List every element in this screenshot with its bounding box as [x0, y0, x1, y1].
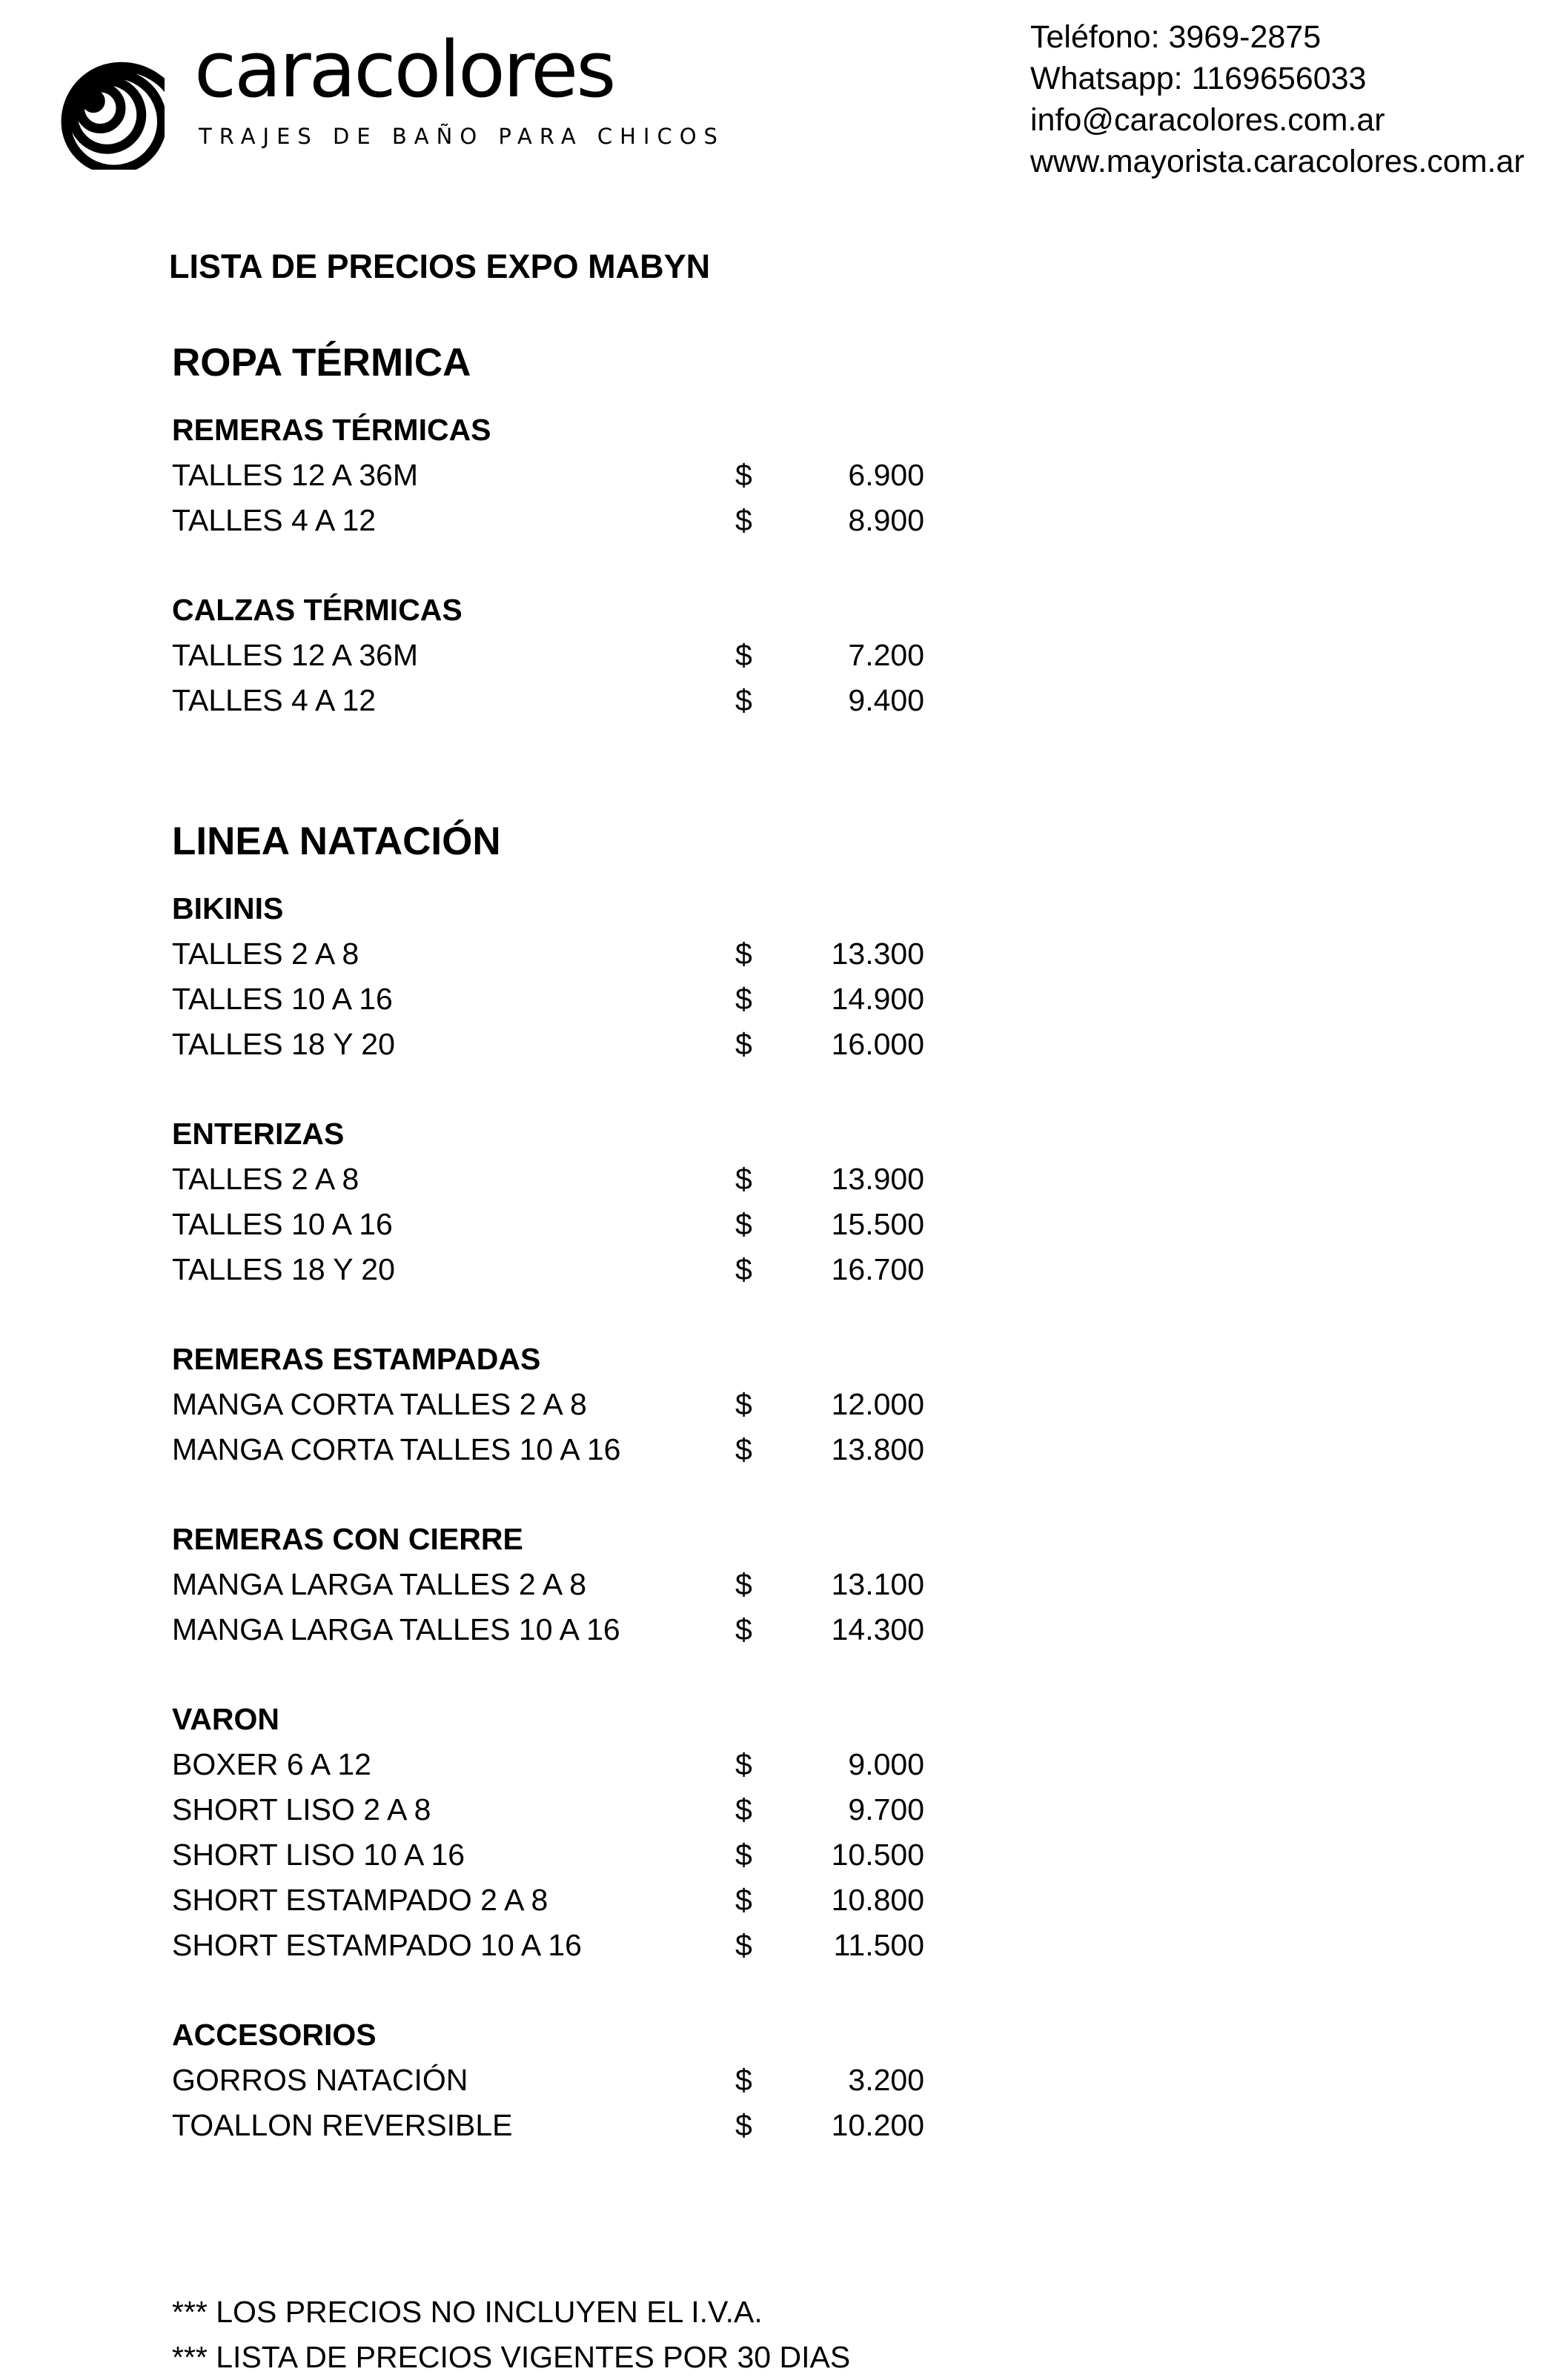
item-price: 8.900: [848, 503, 924, 537]
section-heading: ROPA TÉRMICA: [172, 341, 471, 385]
brand-tagline: TRAJES DE BAÑO PARA CHICOS: [199, 124, 725, 149]
item-price: 13.100: [831, 1567, 924, 1601]
price-row: [172, 1878, 935, 1923]
item-price: 14.900: [831, 982, 924, 1016]
item-price: 10.200: [831, 2108, 924, 2142]
currency-symbol: $: [735, 683, 752, 717]
price-row: [172, 931, 935, 977]
currency-symbol: $: [735, 458, 752, 492]
currency-symbol: $: [735, 1747, 752, 1781]
currency-symbol: $: [735, 2063, 752, 2097]
price-row: [172, 1157, 935, 1202]
price-row: [172, 977, 935, 1022]
price-row: [172, 1787, 935, 1832]
group-title: ACCESORIOS: [172, 2018, 377, 2052]
price-row: [172, 1832, 935, 1878]
currency-symbol: $: [735, 1252, 752, 1286]
brand-name: caracolores: [194, 24, 614, 115]
item-label: TALLES 12 A 36M: [172, 458, 419, 492]
item-label: TALLES 18 Y 20: [172, 1027, 395, 1061]
group-title: REMERAS ESTAMPADAS: [172, 1342, 541, 1376]
currency-symbol: $: [735, 982, 752, 1016]
currency-symbol: $: [735, 937, 752, 971]
price-row: [172, 453, 935, 498]
currency-symbol: $: [735, 2108, 752, 2142]
item-price: 9.000: [848, 1747, 924, 1781]
contact-email[interactable]: info@caracolores.com.ar: [1030, 102, 1385, 138]
item-price: 9.400: [848, 683, 924, 717]
section-heading: LINEA NATACIÓN: [172, 820, 501, 863]
item-price: 10.500: [831, 1838, 924, 1872]
group-title: REMERAS TÉRMICAS: [172, 413, 491, 447]
contact-whatsapp: Whatsapp: 1169656033: [1030, 61, 1367, 96]
note-validity: *** LISTA DE PRECIOS VIGENTES POR 30 DIAS: [172, 2340, 851, 2374]
price-row: [172, 2103, 935, 2148]
item-label: MANGA CORTA TALLES 2 A 8: [172, 1387, 587, 1421]
item-price: 9.700: [848, 1792, 924, 1826]
item-label: TALLES 18 Y 20: [172, 1252, 395, 1286]
price-row: [172, 1562, 935, 1607]
contact-phone: Teléfono: 3969-2875: [1030, 19, 1322, 55]
item-label: GORROS NATACIÓN: [172, 2063, 468, 2097]
item-price: 13.300: [831, 937, 924, 971]
currency-symbol: $: [735, 1612, 752, 1646]
price-row: [172, 1202, 935, 1247]
item-price: 13.900: [831, 1162, 924, 1196]
note-iva: *** LOS PRECIOS NO INCLUYEN EL I.V.A.: [172, 2295, 763, 2329]
group-title: BIKINIS: [172, 891, 284, 925]
item-label: SHORT ESTAMPADO 2 A 8: [172, 1883, 548, 1917]
price-row: [172, 1607, 935, 1652]
item-label: SHORT LISO 10 A 16: [172, 1838, 465, 1872]
price-list: [172, 319, 935, 2148]
item-label: MANGA LARGA TALLES 10 A 16: [172, 1612, 620, 1646]
item-label: TALLES 10 A 16: [172, 982, 393, 1016]
currency-symbol: $: [735, 1792, 752, 1826]
currency-symbol: $: [735, 1387, 752, 1421]
price-row: [172, 1923, 935, 1968]
price-row: [172, 1427, 935, 1472]
price-row: [172, 678, 935, 723]
currency-symbol: $: [735, 1883, 752, 1917]
item-price: 16.000: [831, 1027, 924, 1061]
currency-symbol: $: [735, 638, 752, 672]
currency-symbol: $: [735, 1162, 752, 1196]
item-label: TALLES 10 A 16: [172, 1207, 393, 1241]
contact-info: [1030, 16, 1525, 182]
item-price: 11.500: [833, 1928, 924, 1962]
group-title: ENTERIZAS: [172, 1117, 345, 1151]
notes: [172, 2290, 850, 2380]
currency-symbol: $: [735, 1432, 752, 1466]
item-label: TALLES 12 A 36M: [172, 638, 419, 672]
item-label: SHORT ESTAMPADO 10 A 16: [172, 1928, 582, 1962]
item-price: 3.200: [848, 2063, 924, 2097]
item-label: TALLES 4 A 12: [172, 503, 377, 537]
item-price: 15.500: [831, 1207, 924, 1241]
currency-symbol: $: [735, 503, 752, 537]
item-label: MANGA LARGA TALLES 2 A 8: [172, 1567, 587, 1601]
currency-symbol: $: [735, 1928, 752, 1962]
contact-website[interactable]: www.mayorista.caracolores.com.ar: [1030, 144, 1525, 179]
price-row: [172, 633, 935, 678]
group-title: REMERAS CON CIERRE: [172, 1522, 523, 1556]
item-price: 16.700: [831, 1252, 924, 1286]
item-price: 10.800: [831, 1883, 924, 1917]
currency-symbol: $: [735, 1838, 752, 1872]
group-title: CALZAS TÉRMICAS: [172, 593, 462, 627]
currency-symbol: $: [735, 1027, 752, 1061]
document-title: LISTA DE PRECIOS EXPO MABYN: [169, 247, 711, 285]
currency-symbol: $: [735, 1207, 752, 1241]
item-price: 7.200: [848, 638, 924, 672]
item-label: TALLES 2 A 8: [172, 1162, 359, 1196]
price-row: [172, 2058, 935, 2103]
item-label: SHORT LISO 2 A 8: [172, 1792, 431, 1826]
spiral-logo-icon: [22, 33, 165, 170]
item-price: 13.800: [831, 1432, 924, 1466]
price-row: [172, 1022, 935, 1067]
price-row: [172, 1247, 935, 1292]
item-label: TALLES 2 A 8: [172, 937, 359, 971]
item-price: 6.900: [848, 458, 924, 492]
item-label: TOALLON REVERSIBLE: [172, 2108, 513, 2142]
item-label: BOXER 6 A 12: [172, 1747, 371, 1781]
price-row: [172, 1742, 935, 1787]
item-price: 14.300: [831, 1612, 924, 1646]
item-label: TALLES 4 A 12: [172, 683, 377, 717]
item-price: 12.000: [831, 1387, 924, 1421]
group-title: VARON: [172, 1702, 280, 1736]
currency-symbol: $: [735, 1567, 752, 1601]
item-label: MANGA CORTA TALLES 10 A 16: [172, 1432, 621, 1466]
price-row: [172, 498, 935, 543]
price-row: [172, 1382, 935, 1427]
